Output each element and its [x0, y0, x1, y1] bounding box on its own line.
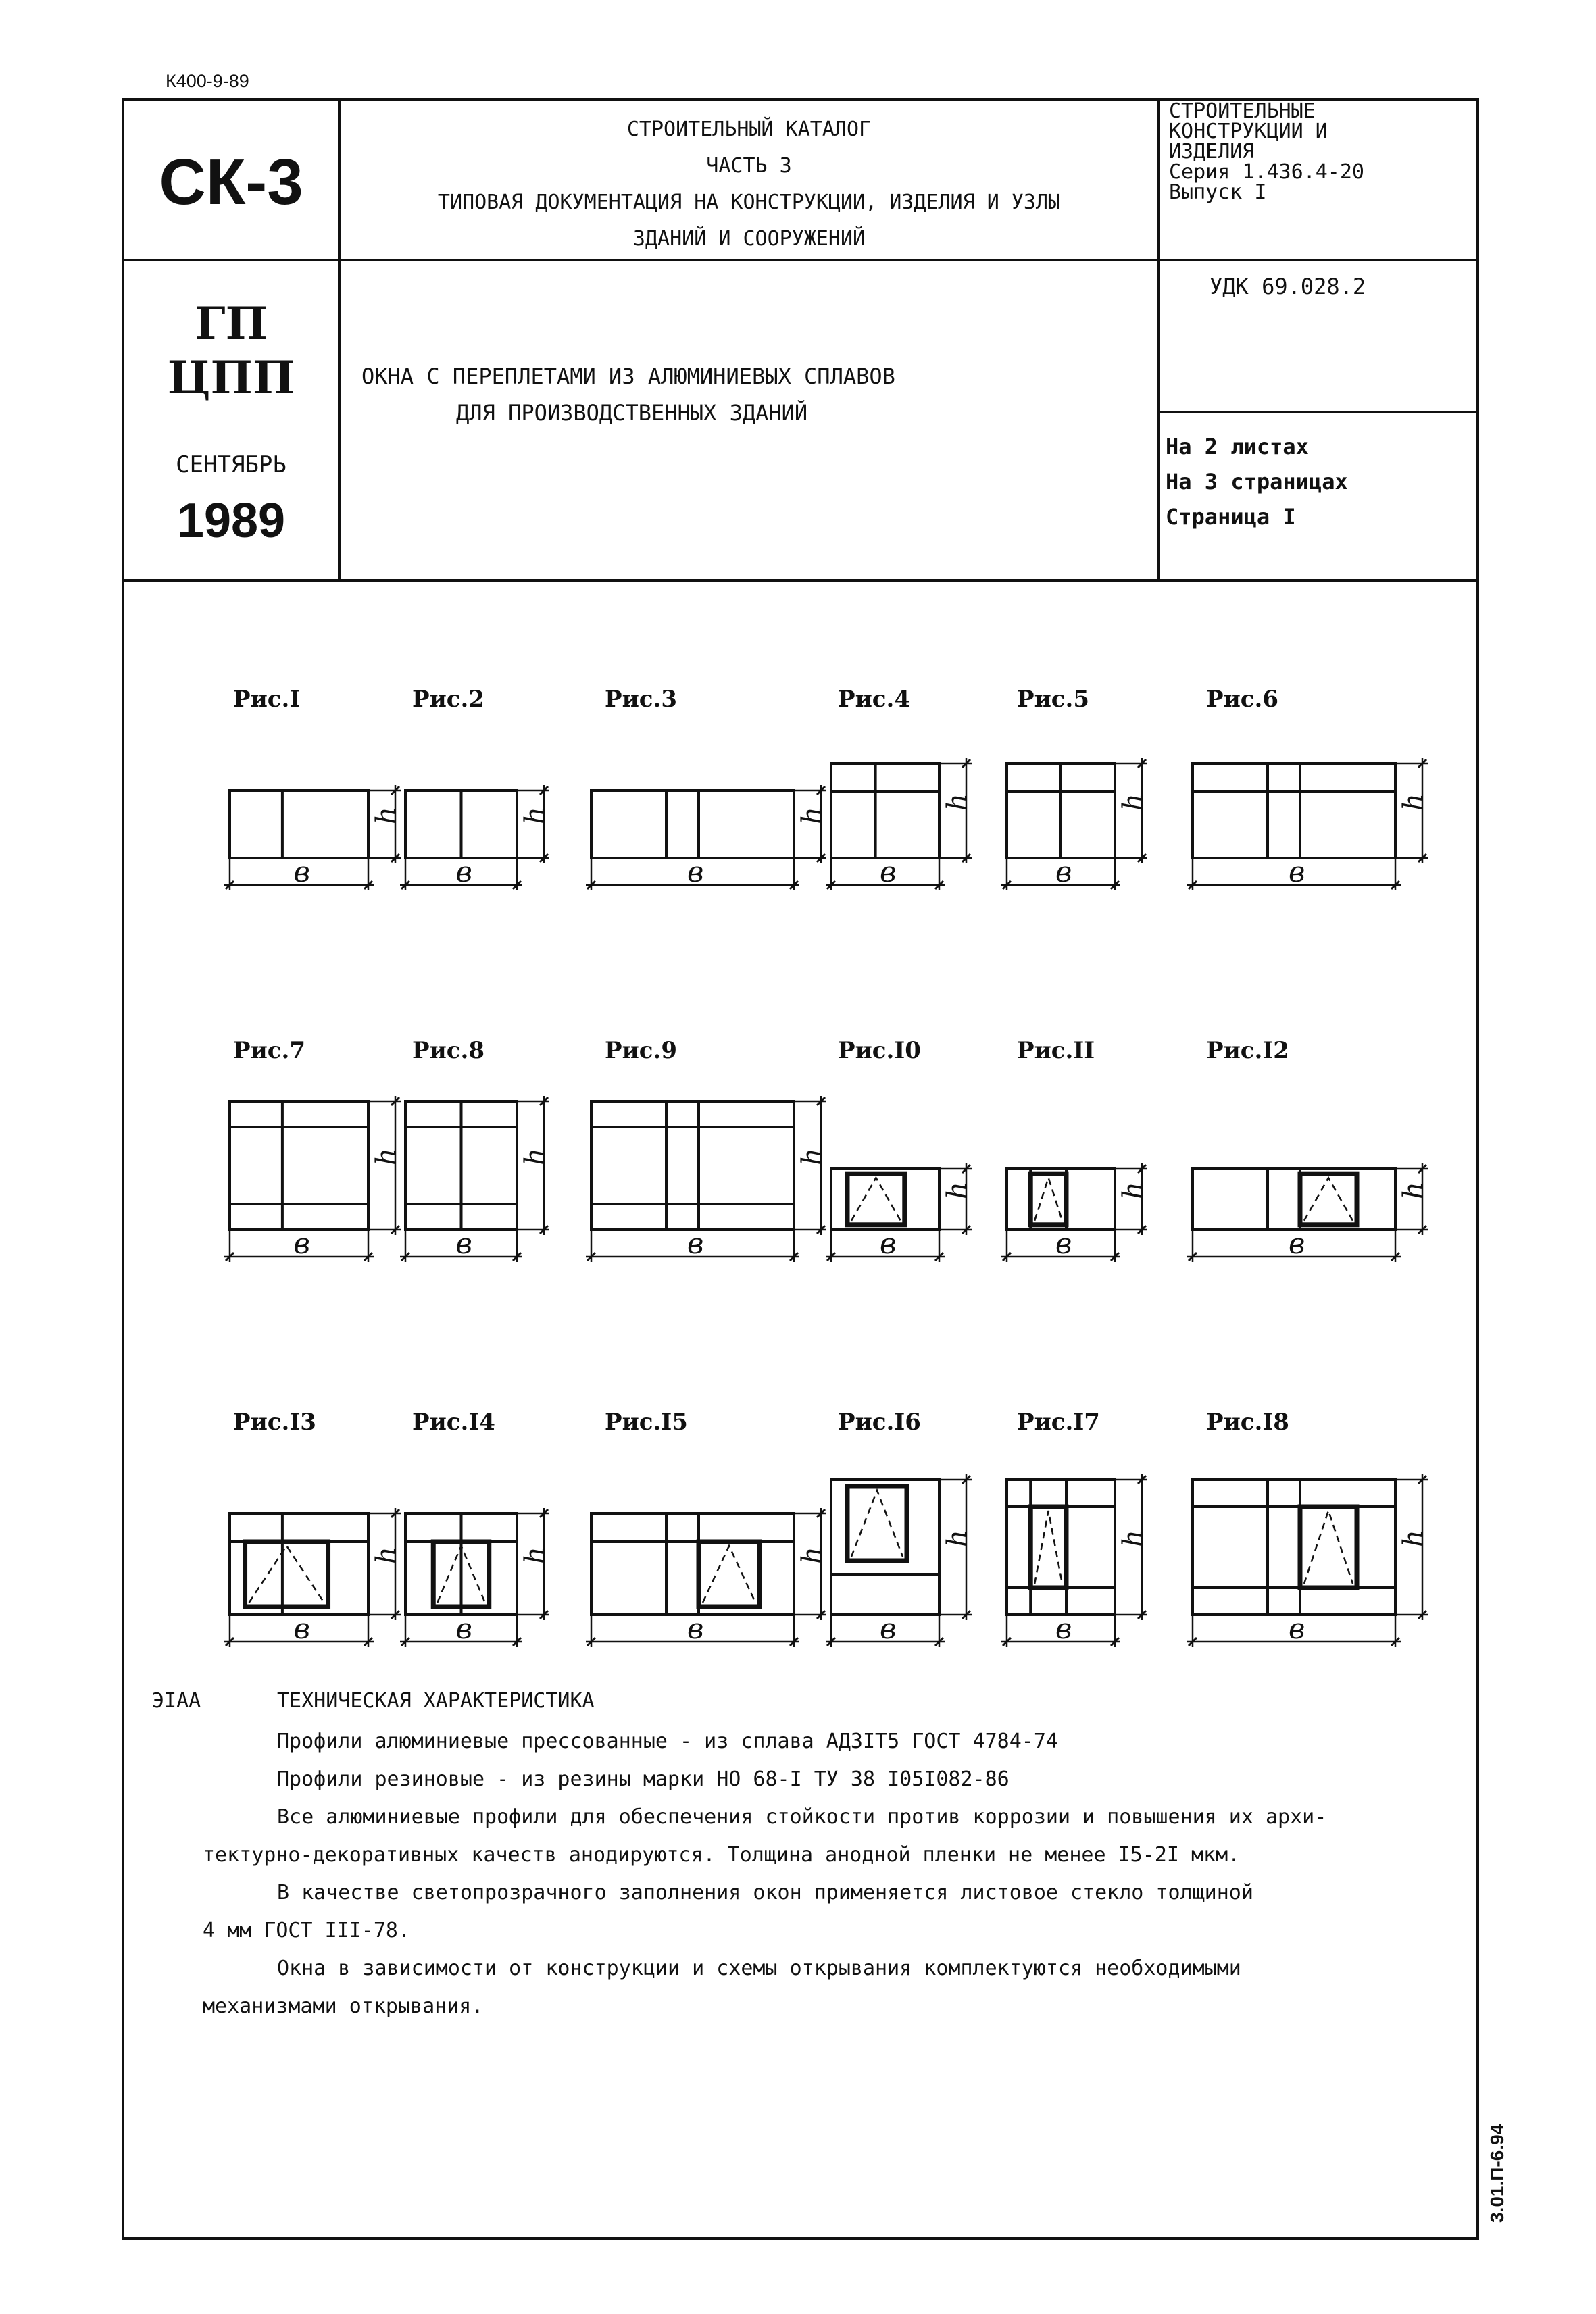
catalog-line: ЧАСТЬ 3 [706, 154, 792, 178]
dim-label-height: h [1118, 1182, 1149, 1199]
dim-label-width: в [293, 1227, 310, 1260]
opening-direction [1304, 1178, 1353, 1221]
opening-sash [245, 1542, 328, 1607]
dim-label-width: в [1055, 1612, 1072, 1645]
figure-label: Рис.I5 [605, 1409, 688, 1436]
dim-label-height: h [520, 807, 551, 824]
org-name-1: ГП [195, 297, 268, 350]
figure-label: Рис.I [233, 686, 301, 713]
window-frame [591, 1513, 794, 1615]
window-schematic [1000, 757, 1162, 905]
tech-body [203, 1723, 1473, 2026]
document-code: К400-9-89 [166, 71, 249, 91]
figure-label: Рис.I3 [233, 1409, 316, 1436]
window-frame [1193, 1480, 1395, 1615]
header-col-divider-right [1157, 98, 1160, 582]
window-frame [831, 763, 939, 858]
dim-label-width: в [1289, 855, 1305, 888]
tech-line: Окна в зависимости от конструкции и схемы открывания комплектуются необходимыми [277, 1957, 1241, 1980]
opening-direction [703, 1546, 755, 1603]
window-schematic [223, 1095, 416, 1277]
dim-label-width: в [455, 1227, 472, 1260]
dim-label-height: h [797, 807, 828, 824]
dim-label-height: h [520, 1546, 551, 1564]
section-line: ИЗДЕЛИЯ [1169, 140, 1255, 164]
dim-label-height: h [942, 1530, 973, 1547]
window-schematic [824, 1473, 987, 1662]
dim-label-width: в [293, 1612, 310, 1645]
dim-label-width: в [455, 1612, 472, 1645]
header-right-divider [1157, 411, 1479, 413]
dim-label-width: в [1289, 1227, 1305, 1260]
sheet-info [1166, 429, 1348, 534]
dim-label-height: h [1118, 793, 1149, 811]
tech-line: 4 мм ГОСТ III-78. [203, 1919, 411, 1942]
window-schematic [399, 1095, 564, 1277]
title-line-2: ДЛЯ ПРОИЗВОДСТВЕННЫХ ЗДАНИЙ [456, 400, 808, 426]
tech-line: тектурно-декоративных качеств анодируются. Толщина анодной пленки не менее I5-2I мкм. [203, 1843, 1241, 1867]
opening-sash [847, 1486, 907, 1561]
opening-direction [1304, 1511, 1353, 1584]
dim-label-width: в [687, 855, 704, 888]
window-frame [591, 790, 794, 858]
catalog-line: ТИПОВАЯ ДОКУМЕНТАЦИЯ НА КОНСТРУКЦИИ, ИЗДЕЛИЯ И УЗЛЫ [437, 191, 1061, 214]
dim-label-width: в [880, 1227, 897, 1260]
dim-label-height: h [797, 1546, 828, 1564]
section-line: КОНСТРУКЦИИ И [1169, 120, 1328, 143]
window-schematic [584, 784, 841, 905]
window-frame [1193, 1169, 1395, 1230]
figure-label: Рис.I8 [1206, 1409, 1289, 1436]
sheets-count: На 2 листах [1166, 434, 1309, 459]
figure-label: Рис.2 [412, 686, 484, 713]
opening-direction [249, 1546, 324, 1603]
publication-year: 1989 [176, 494, 286, 548]
figure-label: Рис.I0 [838, 1037, 921, 1064]
section-line: СТРОИТЕЛЬНЫЕ [1169, 99, 1316, 123]
dim-label-width: в [687, 1227, 704, 1260]
figure-label: Рис.I6 [838, 1409, 921, 1436]
tech-line: механизмами открывания. [203, 1994, 484, 2018]
dim-label-height: h [1398, 793, 1429, 811]
dim-label-height: h [942, 793, 973, 811]
figure-label: Рис.I2 [1206, 1037, 1289, 1064]
figure-label: Рис.II [1017, 1037, 1095, 1064]
window-frame [230, 790, 368, 858]
udk-code: УДК 69.028.2 [1210, 274, 1366, 299]
window-frame [1007, 1169, 1115, 1230]
opening-direction [851, 1178, 901, 1221]
section-line: Выпуск I [1169, 180, 1267, 204]
dim-label-width: в [1055, 1227, 1072, 1260]
tech-line: Профили резиновые - из резины марки НО 68-I ТУ 38 I05I082-86 [277, 1767, 1009, 1791]
tech-line: Профили алюминиевые прессованные - из сплава АДЗIТ5 ГОСТ 4784-74 [277, 1730, 1058, 1753]
dim-label-height: h [797, 1148, 828, 1165]
dim-label-width: в [1289, 1612, 1305, 1645]
dim-label-height: h [371, 1546, 402, 1564]
window-schematic [584, 1095, 841, 1277]
dim-label-width: в [455, 855, 472, 888]
dim-label-height: h [1118, 1530, 1149, 1547]
opening-sash [699, 1542, 759, 1607]
tech-line: В качестве светопрозрачного заполнения окон применяется листовое стекло толщиной [277, 1881, 1253, 1905]
dim-label-height: h [371, 1148, 402, 1165]
section-line: Серия 1.436.4-20 [1169, 160, 1364, 184]
tech-heading: ТЕХНИЧЕСКАЯ ХАРАКТЕРИСТИКА [277, 1689, 595, 1713]
dim-label-height: h [371, 807, 402, 824]
opening-direction [851, 1490, 903, 1557]
window-schematic [399, 784, 564, 905]
dim-label-width: в [880, 1612, 897, 1645]
dim-label-height: h [1398, 1530, 1429, 1547]
figure-label: Рис.3 [605, 686, 677, 713]
opening-direction [1034, 1511, 1062, 1584]
dim-label-height: h [942, 1182, 973, 1199]
catalog-code: СК-3 [159, 146, 303, 218]
figure-label: Рис.9 [605, 1037, 677, 1064]
window-schematic [824, 1162, 987, 1277]
figure-label: Рис.7 [233, 1037, 305, 1064]
dim-label-height: h [1398, 1182, 1429, 1199]
window-frame [230, 1101, 368, 1230]
header-divider-1 [122, 259, 1479, 261]
opening-sash [847, 1174, 905, 1225]
window-schematic [1186, 757, 1443, 905]
tech-line: Все алюминиевые профили для обеспечения стойкости против коррозии и повышения их архи- [277, 1805, 1327, 1829]
window-schematic [1186, 1162, 1443, 1277]
window-frame [591, 1101, 794, 1230]
dim-label-width: в [880, 855, 897, 888]
opening-sash [1300, 1174, 1357, 1225]
window-schematic [1186, 1473, 1443, 1662]
catalog-line: ЗДАНИЙ И СООРУЖЕНИЙ [632, 227, 866, 251]
header-divider-2 [122, 579, 1479, 582]
window-schematic [223, 784, 416, 905]
page-number: Страница I [1166, 504, 1296, 530]
figure-label: Рис.4 [838, 686, 910, 713]
catalog-line: СТРОИТЕЛЬНЫЙ КАТАЛОГ [626, 118, 872, 141]
publication-month: СЕНТЯБРЬ [176, 451, 286, 478]
dim-label-width: в [1055, 855, 1072, 888]
dim-label-height: h [520, 1148, 551, 1165]
catalog-title [341, 111, 1157, 257]
pages-count: На 3 страницах [1166, 469, 1348, 495]
dim-label-width: в [687, 1612, 704, 1645]
window-schematic [399, 1507, 564, 1662]
dim-label-width: в [293, 855, 310, 888]
window-schematic [824, 757, 987, 905]
window-schematic [1000, 1473, 1162, 1662]
window-schematic [1000, 1162, 1162, 1277]
figure-label: Рис.6 [1206, 686, 1278, 713]
opening-direction [1034, 1178, 1062, 1221]
window-schematic [584, 1507, 841, 1662]
figure-label: Рис.5 [1017, 686, 1089, 713]
window-schematic [223, 1507, 416, 1662]
figure-label: Рис.8 [412, 1037, 484, 1064]
window-frame [1007, 1480, 1115, 1615]
title-line-1: ОКНА С ПЕРЕПЛЕТАМИ ИЗ АЛЮМИНИЕВЫХ СПЛАВОВ [361, 363, 895, 389]
tech-code: ЭIАА [152, 1689, 201, 1713]
document-title [361, 358, 1152, 431]
window-frame [1193, 763, 1395, 858]
section-info [1169, 101, 1473, 203]
org-name-2: ЦПП [167, 351, 295, 404]
figure-label: Рис.I4 [412, 1409, 495, 1436]
opening-sash [1300, 1507, 1357, 1588]
figure-label: Рис.I7 [1017, 1409, 1100, 1436]
side-code: 3.01.П-6.94 [1487, 2123, 1507, 2223]
